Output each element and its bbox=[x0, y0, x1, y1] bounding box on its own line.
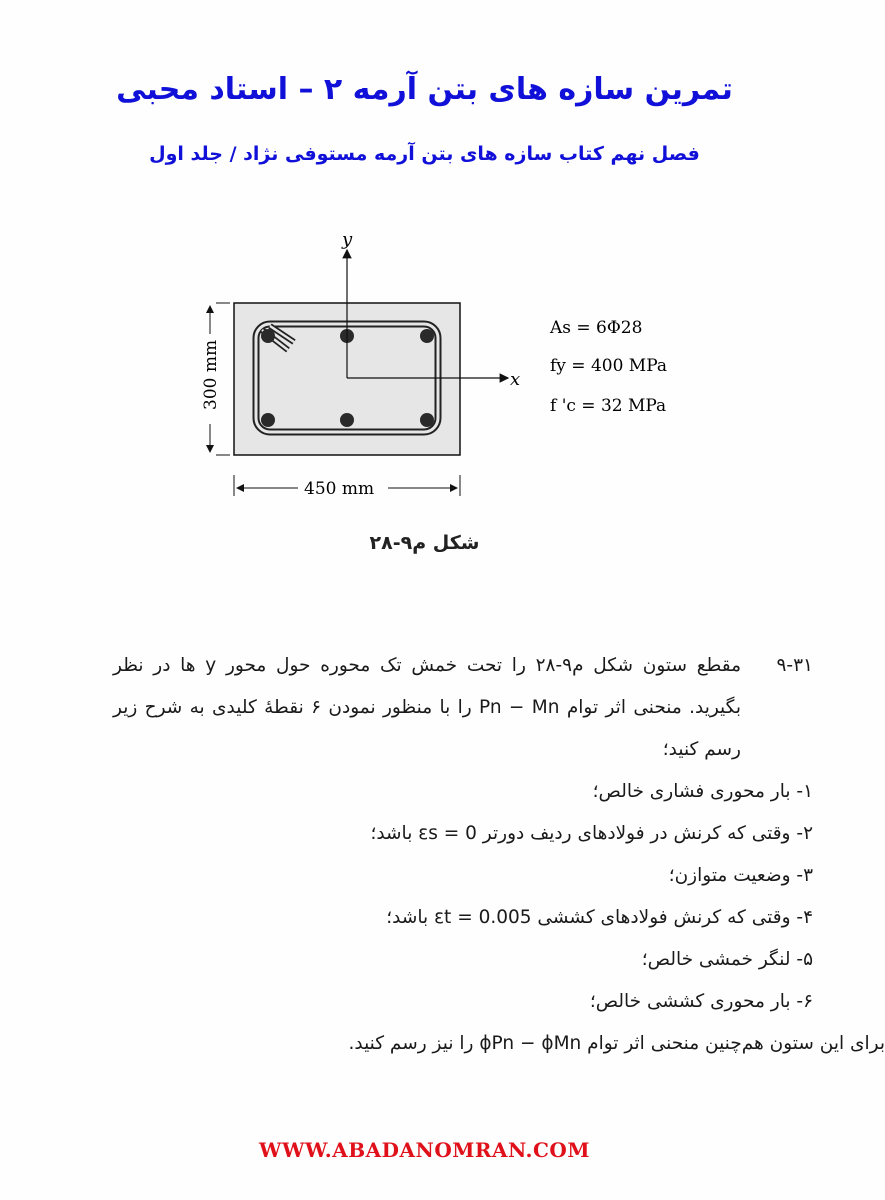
list-item: ۴- وقتی که کرنش فولادهای کششی εt = 0.005 باشد؛ bbox=[386, 907, 813, 928]
height-dimension-label: 300 mm bbox=[201, 339, 221, 410]
page-subtitle: فصل نهم کتاب سازه های بتن آرمه مستوفی نژاد / جلد اول bbox=[149, 143, 700, 165]
problem-number: ۹-۳۱ bbox=[776, 655, 813, 676]
rebar-bottom-right bbox=[420, 413, 434, 427]
key-points-list bbox=[113, 771, 813, 1023]
figure-caption: شکل م۹-۲۸ bbox=[369, 532, 480, 554]
rebar-top-right bbox=[420, 329, 434, 343]
list-item: ۵- لنگر خمشی خالص؛ bbox=[641, 949, 813, 970]
column-section-figure bbox=[170, 228, 710, 518]
page-title: تمرین سازه های بتن آرمه ۲ – استاد محبی bbox=[116, 72, 733, 107]
problem-statement bbox=[113, 645, 885, 1065]
steel-yield-label: fy = 400 MPa bbox=[550, 356, 668, 376]
list-item: ۲- وقتی که کرنش در فولادهای ردیف دورتر εs = 0 باشد؛ bbox=[370, 823, 813, 844]
problem-closing: برای این ستون هم‌چنین منحنی اثر توام ϕPn − ϕMn را نیز رسم کنید. bbox=[348, 1033, 885, 1054]
rebar-bottom-left bbox=[261, 413, 275, 427]
list-item: ۶- بار محوری کششی خالص؛ bbox=[589, 991, 813, 1012]
steel-area-label: As = 6Φ28 bbox=[550, 318, 643, 338]
list-item: ۱- بار محوری فشاری خالص؛ bbox=[592, 781, 813, 802]
list-item: ۳- وضعیت متوازن؛ bbox=[668, 865, 813, 886]
x-axis-label: x bbox=[510, 369, 521, 390]
concrete-strength-label: f 'c = 32 MPa bbox=[550, 396, 667, 416]
rebar-bottom-middle bbox=[340, 413, 354, 427]
width-dimension-label: 450 mm bbox=[304, 479, 375, 499]
problem-intro: مقطع ستون شکل م۹-۲۸ را تحت خمش تک محوره حول محور y ها در نظر بگیرید. منحنی اثر توام Pn − Mn را با منظور نمودن ۶ نقطهٔ کلیدی به شرح زیر رسم کنید؛ bbox=[113, 655, 741, 760]
website-footer[interactable]: WWW.ABADANOMRAN.COM bbox=[259, 1138, 590, 1162]
y-axis-label: y bbox=[342, 229, 353, 250]
rebar-top-left bbox=[261, 329, 275, 343]
